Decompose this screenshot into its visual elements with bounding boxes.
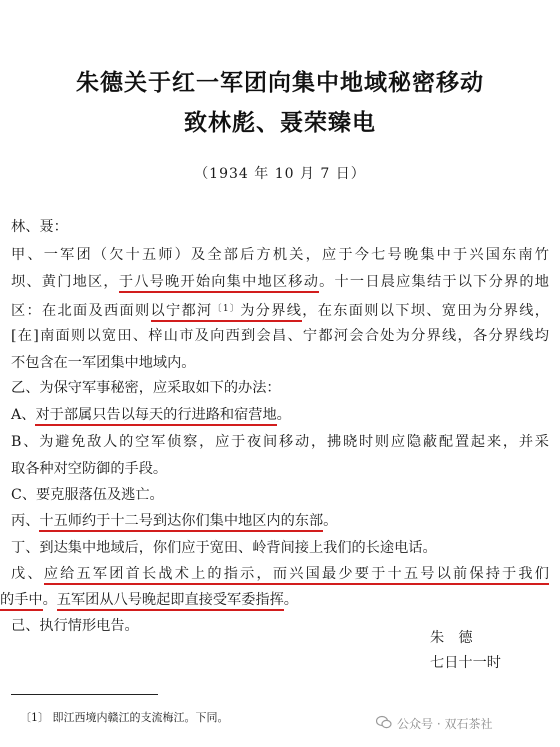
footnote-ref: 〔1〕 [212, 304, 241, 314]
para-yi: 乙、为保守军事秘密，应采取如下的办法： [11, 380, 281, 396]
para-jia-line-4: [在]南面则以宽田、梓山市及向西到会昌、宁都河会合处为分界线，各分界线均 [11, 328, 549, 344]
para-jia-line-1: 甲、一军团（欠十五师）及全部后方机关，应于今七号晚集中于兴国东南竹 [11, 247, 549, 263]
para-ji: 己、执行情形电告。 [11, 618, 139, 634]
underline-river: 以宁都河$^{〔1〕}$为分界线 [151, 303, 303, 322]
underline-a: 对于部属只告以每天的行进路和宿营地 [35, 407, 276, 426]
underline-wu-1: 应给五军团首长战术上的指示，而兴国最少要于十五号以前保持于我们 [44, 566, 549, 585]
underline-bing: 十五师约于十二号到达你们集中地区内的东部 [39, 513, 323, 532]
sign-time: 七日十一时 [430, 655, 501, 671]
para-wu-line-2: 的手中。五军团从八号晚起即直接受军委指挥。 [0, 590, 549, 610]
salutation: 林、聂： [11, 219, 68, 235]
footnote: 〔1〕 即江西境内赣江的支流梅江。下同。 [20, 711, 229, 724]
signature: 朱 德 [430, 630, 473, 646]
title-line-1: 朱德关于红一军团向集中地域秘密移动 [76, 70, 484, 96]
para-jia-line-5: 不包含在一军团集中地域内。 [11, 355, 196, 371]
para-a: A、对于部属只告以每天的行进路和宿营地。 [11, 405, 549, 425]
footnote-divider [11, 694, 158, 695]
watermark [376, 715, 492, 732]
para-jia-line-2: 坝、黄门地区，于八号晚开始向集中地区移动。十一日晨应集结于以下分界的地 [11, 272, 549, 292]
wechat-icon [376, 715, 392, 732]
para-c: C、要克服落伍及逃亡。 [11, 487, 164, 503]
underline-move: 于八号晚开始向集中地区移动 [119, 274, 319, 293]
title-line-2: 致林彪、聂荣臻电 [184, 110, 376, 136]
para-b-line-1: B、为避免敌人的空军侦察，应于夜间移动，拂晓时则应隐蔽配置起来，并采 [11, 434, 549, 450]
para-wu-line-1: 戊、应给五军团首长战术上的指示，而兴国最少要于十五号以前保持于我们 [11, 564, 549, 584]
para-b-line-2: 取各种对空防御的手段。 [11, 461, 168, 477]
underline-wu-2: 的手中 [0, 592, 43, 611]
para-bing: 丙、十五师约于十二号到达你们集中地区内的东部。 [11, 511, 549, 531]
underline-wu-3: 五军团从八号晚起即直接受军委指挥 [57, 592, 284, 611]
date: （1934 年 10 月 7 日） [194, 166, 366, 182]
para-jia-line-3: 区：在北面及西面则以宁都河$^{〔1〕}$为分界线，在东面则以下坝、宽田为分界线， [11, 299, 549, 319]
watermark-text: 公众号 · 双石茶社 [397, 717, 493, 731]
para-ding: 丁、到达集中地域后，你们应于宽田、岭背间接上我们的长途电话。 [11, 540, 437, 556]
